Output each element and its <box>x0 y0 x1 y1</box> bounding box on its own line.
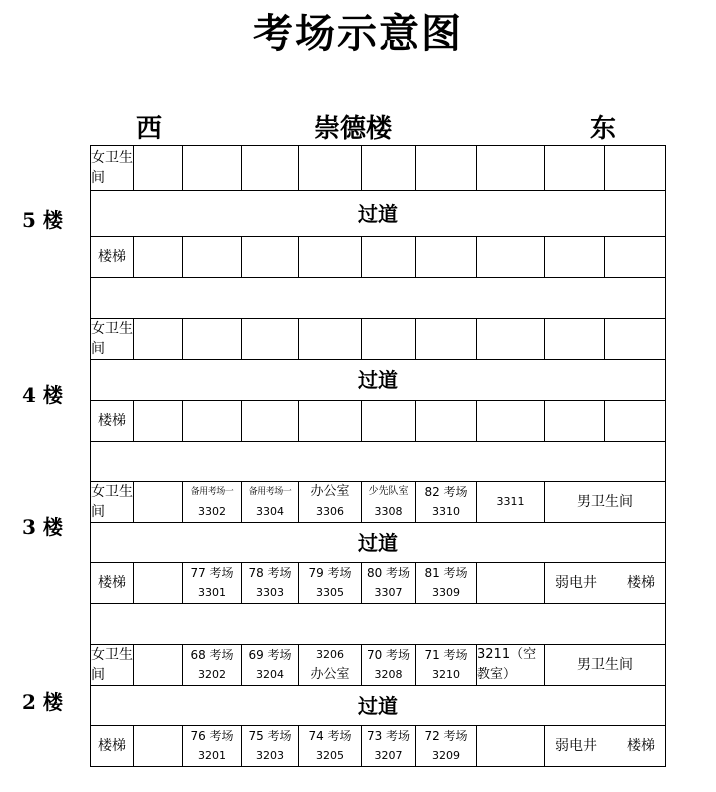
floor-plan-table <box>90 145 666 767</box>
f3-north-row <box>91 482 666 523</box>
room-cell <box>242 146 299 191</box>
room-cell <box>183 146 242 191</box>
room-3310: 82 考场 3310 <box>416 482 477 523</box>
room-cell <box>299 237 362 278</box>
f5-south-row <box>91 237 666 278</box>
room-cell <box>134 563 183 604</box>
room-cell <box>545 146 605 191</box>
room-3210: 71 考场 3210 <box>416 645 477 686</box>
f2-corridor-row <box>91 686 666 726</box>
room-3305: 79 考场 3305 <box>299 563 362 604</box>
room-cell <box>183 401 242 442</box>
room-cell <box>183 237 242 278</box>
room-3308: 少先队室 3308 <box>362 482 416 523</box>
room-3301: 77 考场 3301 <box>183 563 242 604</box>
room-cell <box>134 319 183 360</box>
room-cell <box>477 237 545 278</box>
room-cell <box>416 237 477 278</box>
f3-south-row <box>91 563 666 604</box>
room-cell <box>134 645 183 686</box>
f4-corridor: 过道 <box>91 360 666 401</box>
f5-corridor-row <box>91 191 666 237</box>
f4-south-row <box>91 401 666 442</box>
room-3307: 80 考场 3307 <box>362 563 416 604</box>
room-3303: 78 考场 3303 <box>242 563 299 604</box>
east-label: 东 <box>590 114 617 144</box>
f4-corridor-row <box>91 360 666 401</box>
room-cell <box>134 237 183 278</box>
room-cell <box>134 726 183 767</box>
page-title: 考场示意图 <box>253 11 463 57</box>
f5-stairs: 楼梯 <box>91 237 134 278</box>
room-cell <box>299 146 362 191</box>
f2-east-stairs: 楼梯 <box>627 738 655 754</box>
room-cell <box>362 319 416 360</box>
floor-gap <box>91 604 666 645</box>
room-cell <box>477 146 545 191</box>
f3-male-wc: 男卫生间 <box>545 482 666 523</box>
room-3204: 69 考场 3204 <box>242 645 299 686</box>
f4-stairs: 楼梯 <box>91 401 134 442</box>
room-3208: 70 考场 3208 <box>362 645 416 686</box>
room-cell <box>477 401 545 442</box>
floor-5-label: 5 楼 <box>22 208 63 232</box>
f3-stairs: 楼梯 <box>91 563 134 604</box>
room-cell <box>362 237 416 278</box>
f5-north-row <box>91 146 666 191</box>
room-cell <box>134 482 183 523</box>
room-cell <box>545 319 605 360</box>
room-3205: 74 考场 3205 <box>299 726 362 767</box>
f2-south-row <box>91 726 666 767</box>
f2-male-wc: 男卫生间 <box>545 645 666 686</box>
f4-female-wc: 女卫生间 <box>91 319 134 360</box>
f2-weak-well-stairs <box>545 726 666 767</box>
room-cell <box>416 146 477 191</box>
room-cell <box>605 237 666 278</box>
f5-female-wc: 女卫生间 <box>91 146 134 191</box>
room-cell <box>605 319 666 360</box>
building-name: 崇德楼 <box>314 114 393 144</box>
f2-weak-well: 弱电井 <box>555 738 597 754</box>
room-cell <box>605 401 666 442</box>
floor-4-label: 4 楼 <box>22 383 63 407</box>
floor-3-label: 3 楼 <box>22 515 63 539</box>
f2-north-row <box>91 645 666 686</box>
f3-corridor-row <box>91 523 666 563</box>
room-cell <box>299 401 362 442</box>
room-cell <box>416 319 477 360</box>
room-3201: 76 考场 3201 <box>183 726 242 767</box>
room-3207: 73 考场 3207 <box>362 726 416 767</box>
f2-stairs: 楼梯 <box>91 726 134 767</box>
west-label: 西 <box>136 114 163 144</box>
f2-corridor: 过道 <box>91 686 666 726</box>
f3-corridor: 过道 <box>91 523 666 563</box>
room-cell <box>134 401 183 442</box>
room-cell <box>416 401 477 442</box>
room-3203: 75 考场 3203 <box>242 726 299 767</box>
floor-2-label: 2 楼 <box>22 690 63 714</box>
room-cell <box>242 237 299 278</box>
floor-gap <box>91 278 666 319</box>
room-3302: 备用考场一 3302 <box>183 482 242 523</box>
room-cell <box>134 146 183 191</box>
room-3211: 3211（空 教室） <box>477 645 545 686</box>
f3-weak-well-stairs <box>545 563 666 604</box>
room-cell <box>362 401 416 442</box>
room-3311: 3311 <box>477 482 545 523</box>
f3-female-wc: 女卫生间 <box>91 482 134 523</box>
f4-north-row <box>91 319 666 360</box>
floor-gap-row <box>91 442 666 482</box>
room-cell <box>545 237 605 278</box>
room-3209: 72 考场 3209 <box>416 726 477 767</box>
room-cell <box>605 146 666 191</box>
room-cell <box>477 319 545 360</box>
room-cell <box>183 319 242 360</box>
f2-female-wc: 女卫生间 <box>91 645 134 686</box>
room-cell <box>545 401 605 442</box>
room-3202: 68 考场 3202 <box>183 645 242 686</box>
room-cell <box>242 319 299 360</box>
f3-weak-well: 弱电井 <box>555 575 597 591</box>
room-3206: 3206 办公室 <box>299 645 362 686</box>
room-cell <box>299 319 362 360</box>
room-cell <box>362 146 416 191</box>
room-3309: 81 考场 3309 <box>416 563 477 604</box>
floor-gap <box>91 442 666 482</box>
f5-corridor: 过道 <box>91 191 666 237</box>
room-cell <box>477 563 545 604</box>
floor-gap-row <box>91 278 666 319</box>
floor-gap-row <box>91 604 666 645</box>
room-3304: 备用考场一 3304 <box>242 482 299 523</box>
room-cell <box>242 401 299 442</box>
room-cell <box>477 726 545 767</box>
room-3306: 办公室 3306 <box>299 482 362 523</box>
f3-east-stairs: 楼梯 <box>627 575 655 591</box>
